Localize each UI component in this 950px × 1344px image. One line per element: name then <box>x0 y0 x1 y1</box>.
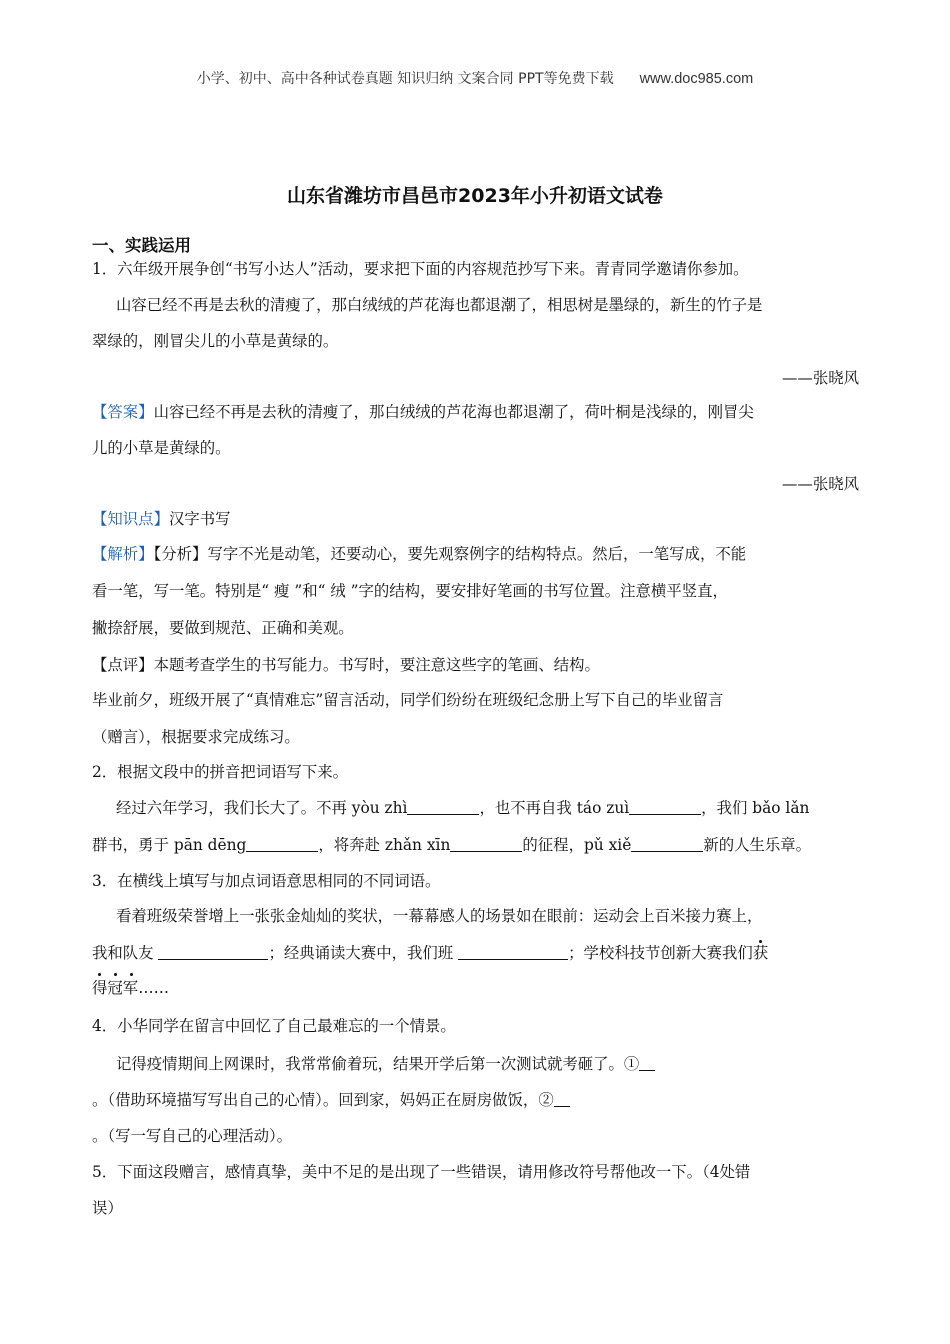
dotted-word <box>753 944 768 962</box>
q4-text-b: 。（借助环境描写写出自己的心情）。回到家，妈妈正在厨房做饭，② <box>92 1091 554 1109</box>
header-url[interactable]: www.doc985.com <box>639 71 754 87</box>
q2-text-b: ，也不再自我 táo zuì <box>479 799 630 817</box>
blank-pandeng[interactable] <box>246 835 318 852</box>
q5-stem-line1: 5．下面这段赠言，感情真挚，美中不足的是出现了一些错误，请用修改符号帮他改一下。（4处错 <box>92 1163 751 1181</box>
q1-knowledge-point <box>92 509 231 529</box>
q1-comment: 【点评】本题考查学生的书写能力。书写时，要注意这些字的笔画、结构。 <box>92 656 600 674</box>
dotted-word <box>92 979 138 997</box>
blank-q3-1[interactable] <box>158 943 268 960</box>
intro-line1: 毕业前夕，班级开展了“真情难忘”留言活动，同学们纷纷在班级纪念册上写下自己的毕业留言 <box>92 691 724 709</box>
emphasis-dot <box>114 973 117 976</box>
q2-text-d: 群书，勇于 pān dēng <box>92 836 247 854</box>
q3-line3 <box>92 978 169 998</box>
q2-text-a: 经过六年学习，我们长大了。不再 yòu zhì <box>116 799 408 817</box>
q4-stem: 4．小华同学在留言中回忆了自己最难忘的一个情景。 <box>92 1017 456 1035</box>
q3-text-b: ；经典诵读大赛中，我们班 <box>268 944 459 962</box>
answer-text: 山容已经不再是去秋的清瘦了，那白绒绒的芦花海也都退潮了，荷叶桐是浅绿的，刚冒尖 <box>153 403 754 421</box>
knowledge-text: 汉字书写 <box>168 510 231 528</box>
q1-answer-line1 <box>92 402 754 422</box>
q4-text-a: 记得疫情期间上网课时，我常常偷着玩，结果开学后第一次测试就考砸了。① <box>116 1055 640 1073</box>
blank-q4-2[interactable] <box>554 1090 570 1107</box>
q2-text-c: ，我们 bǎo lǎn <box>701 799 810 817</box>
blank-q4-1[interactable] <box>639 1054 655 1071</box>
intro-line2: （赠言），根据要求完成练习。 <box>92 728 300 746</box>
section-heading: 一、实践运用 <box>92 236 191 255</box>
page-header <box>0 68 950 88</box>
q1-answer-line2: 儿的小草是黄绿的。 <box>92 439 231 457</box>
q2-text-f: 的征程，pǔ xiě <box>522 836 632 854</box>
emphasis-dot <box>759 940 762 943</box>
header-text: 小学、初中、高中各种试卷真题 知识归纳 文案合同 PPT等免费下载 <box>196 71 614 87</box>
q2-stem: 2．根据文段中的拼音把词语写下来。 <box>92 763 349 781</box>
q1-passage-line2: 翠绿的，刚冒尖儿的小草是黄绿的。 <box>92 332 339 350</box>
q2-line1 <box>116 798 809 818</box>
knowledge-tag: 【知识点】 <box>92 510 169 528</box>
q5-stem-line2: 误） <box>92 1199 123 1217</box>
blank-puxie[interactable] <box>631 835 703 852</box>
q2-text-e: ，将奔赴 zhǎn xīn <box>318 836 451 854</box>
q2-line2 <box>92 835 811 855</box>
blank-taozui[interactable] <box>629 798 701 815</box>
q1-author: ——张晓风 <box>782 369 859 387</box>
analysis-text: 【分析】写字不光是动笔，还要动心，要先观察例字的结构特点。然后，一笔写成，不能 <box>153 545 747 563</box>
dotted-char: 获 <box>752 944 769 962</box>
q1-analysis-line1 <box>92 544 746 564</box>
exam-title: 山东省潍坊市昌邑市2023年小升初语文试卷 <box>287 185 663 207</box>
q4-line2 <box>92 1090 570 1110</box>
q4-line1 <box>116 1054 655 1074</box>
emphasis-dot <box>98 973 101 976</box>
q3-text-a: 我和队友 <box>92 944 159 962</box>
q3-stem: 3．在横线上填写与加点词语意思相同的不同词语。 <box>92 872 441 890</box>
analysis-tag: 【解析】 <box>92 545 154 563</box>
emphasis-dot <box>130 973 133 976</box>
q1-analysis-line2: 看一笔，写一笔。特别是“ 瘦 ”和“ 绒 ”字的结构，要安排好笔画的书写位置。注意横平竖直， <box>92 582 728 600</box>
q3-line2 <box>92 943 768 963</box>
q2-text-g: 新的人生乐章。 <box>703 836 812 854</box>
q1-passage-line1: 山容已经不再是去秋的清瘦了，那白绒绒的芦花海也都退潮了，相思树是墨绿的，新生的竹子是 <box>116 296 763 314</box>
q1-stem: 1．六年级开展争创“书写小达人”活动，要求把下面的内容规范抄写下来。青青同学邀请你参加。 <box>92 260 749 278</box>
dotted-chars: 得冠军 <box>92 979 139 997</box>
blank-zhanxin[interactable] <box>450 835 522 852</box>
blank-youzhi[interactable] <box>407 798 479 815</box>
q1-answer-author: ——张晓风 <box>782 475 859 493</box>
q3-line1: 看着班级荣誉增上一张张金灿灿的奖状，一幕幕感人的场景如在眼前：运动会上百米接力赛上， <box>116 907 763 925</box>
q3-ellipsis: …… <box>138 979 169 997</box>
blank-q3-2[interactable] <box>458 943 568 960</box>
q1-analysis-line3: 撇捺舒展，要做到规范、正确和美观。 <box>92 619 354 637</box>
q3-text-c: ；学校科技节创新大赛我们 <box>568 944 753 962</box>
answer-tag: 【答案】 <box>92 403 154 421</box>
q4-line3: 。（写一写自己的心理活动）。 <box>92 1127 293 1145</box>
